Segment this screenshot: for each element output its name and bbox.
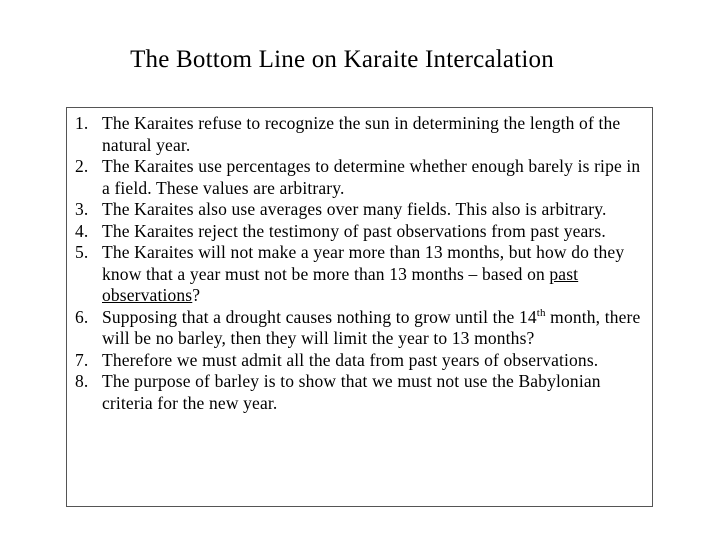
item-number: 7. <box>75 349 89 370</box>
item-text-tail: month, there will be no barley, then they will limit the year to 13 months? <box>102 306 641 348</box>
underlined-phrase: past observations <box>102 263 579 305</box>
item-number: 5. <box>75 242 89 262</box>
item-number: 1. <box>75 113 89 133</box>
numbered-list <box>67 108 652 414</box>
item-text: The Karaites use percentages to determine whether enough barely is ripe in a field. These values are arbitrary. <box>102 156 641 198</box>
item-text-tail: ? <box>192 285 201 305</box>
item-number: 2. <box>75 156 89 176</box>
item-text: The Karaites refuse to recognize the sun in determining the length of the natural year. <box>102 113 621 155</box>
list-item-4 <box>67 221 652 243</box>
item-text: The Karaites reject the testimony of past observations from past years. <box>102 220 606 241</box>
ordinal-superscript: th <box>536 306 546 319</box>
item-text <box>102 242 624 305</box>
item-number: 4. <box>75 220 89 241</box>
list-item-1 <box>67 113 652 156</box>
list-item-5 <box>67 242 652 307</box>
list-item-2 <box>67 156 652 199</box>
item-text: The purpose of barley is to show that we must not use the Babylonian criteria for the new year. <box>102 371 601 413</box>
item-text-lead: Supposing that a drought causes nothing to grow until the 14 <box>102 306 537 327</box>
item-text: Therefore we must admit all the data from past years of observations. <box>102 349 599 370</box>
item-number: 3. <box>75 199 89 219</box>
item-number: 8. <box>75 371 89 391</box>
list-item-8 <box>67 371 652 414</box>
content-box <box>66 107 653 507</box>
list-item-7 <box>67 350 652 372</box>
item-text-lead: The Karaites will not make a year more than 13 months, but how do they know that a year must not be more than 13 months – based on <box>102 242 625 284</box>
slide-title: The Bottom Line on Karaite Intercalation <box>130 46 554 73</box>
item-text: The Karaites also use averages over many fields. This also is arbitrary. <box>102 199 607 219</box>
item-number: 6. <box>75 306 89 327</box>
list-item-3 <box>67 199 652 221</box>
list-item-6 <box>67 307 652 350</box>
item-text <box>102 307 640 349</box>
